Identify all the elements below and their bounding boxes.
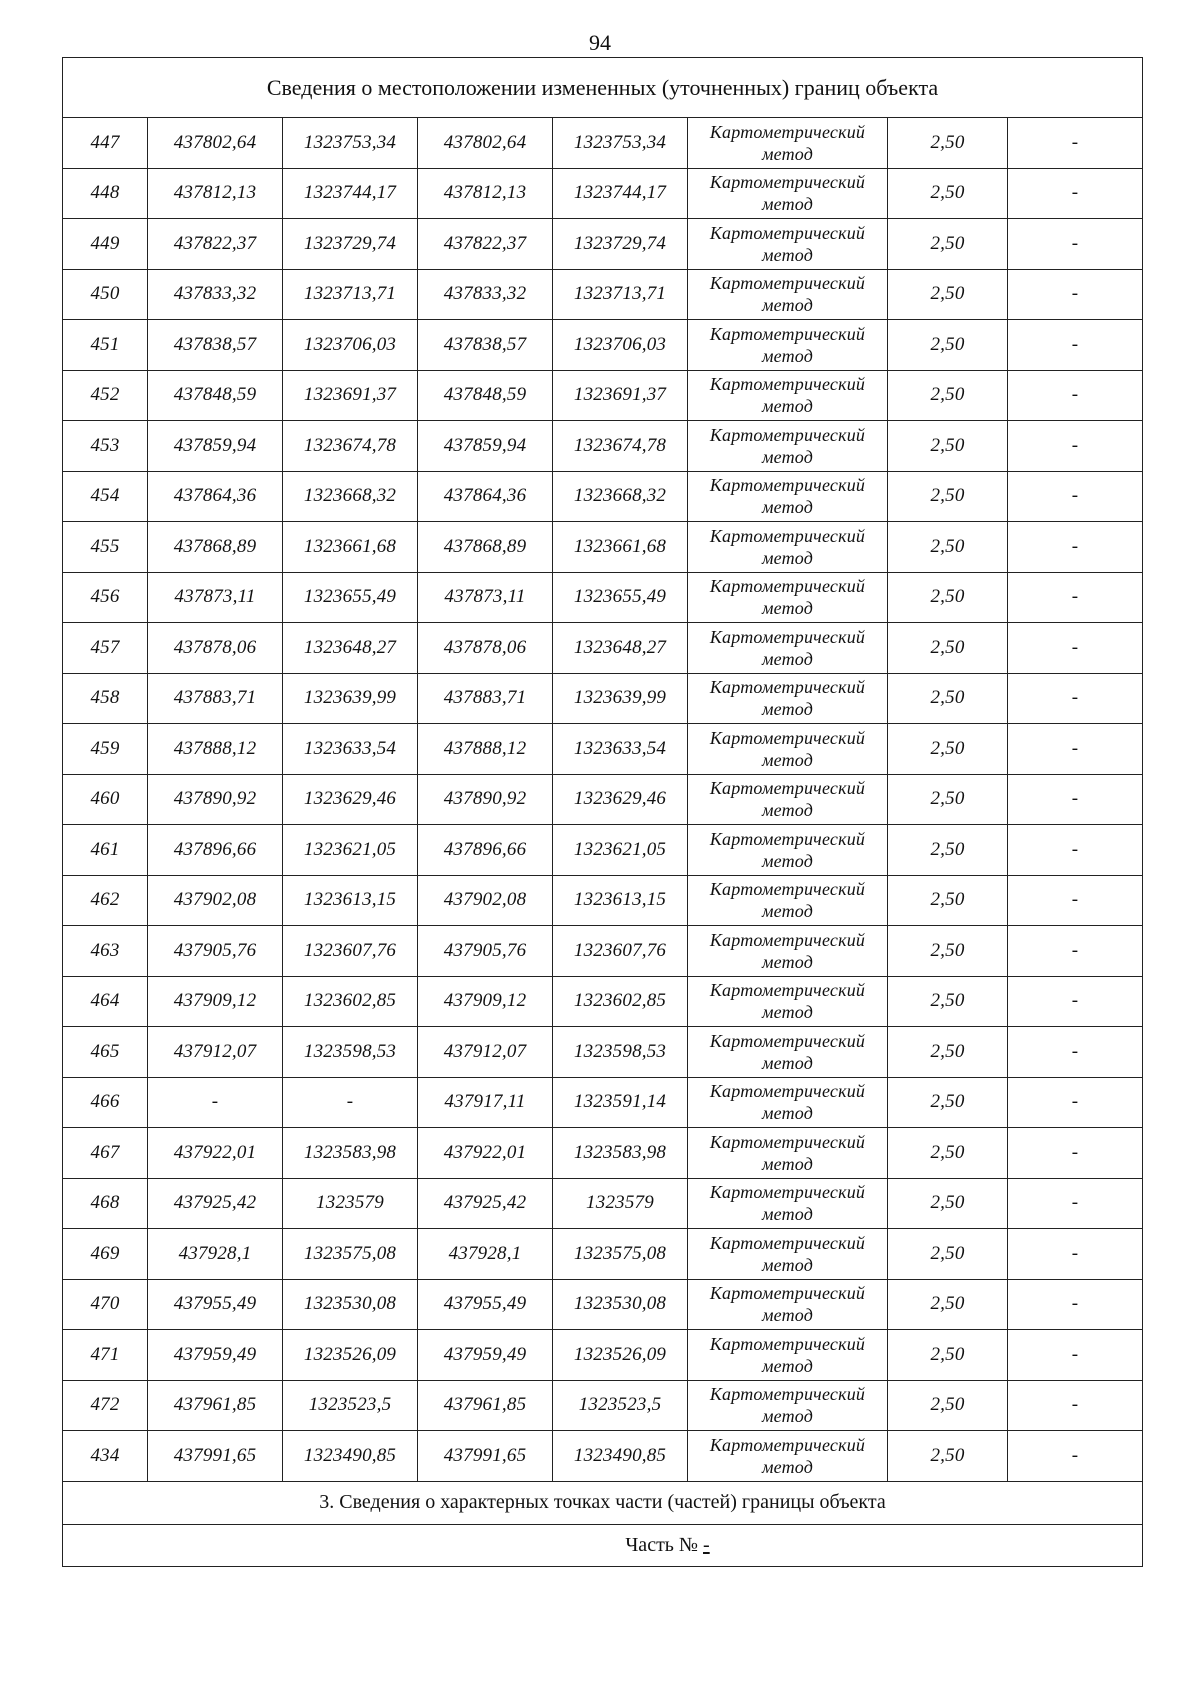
method-cell: Картометрический метод [688, 320, 888, 371]
method-cell: Картометрический метод [688, 1380, 888, 1431]
y-existing-cell: 1323661,68 [283, 522, 418, 573]
description-cell: - [1008, 623, 1143, 674]
table-row [63, 926, 1143, 977]
y-new-cell: 1323753,34 [553, 118, 688, 169]
x-existing-cell: 437961,85 [148, 1380, 283, 1431]
point-number-cell: 449 [63, 219, 148, 270]
method-cell: Картометрический метод [688, 421, 888, 472]
part-row [63, 1524, 1143, 1566]
point-number-cell: 464 [63, 976, 148, 1027]
x-existing-cell: 437909,12 [148, 976, 283, 1027]
method-cell: Картометрический метод [688, 168, 888, 219]
x-new-cell: 437864,36 [418, 471, 553, 522]
table-row [63, 370, 1143, 421]
x-existing-cell: 437955,49 [148, 1279, 283, 1330]
x-existing-cell: 437890,92 [148, 774, 283, 825]
y-new-cell: 1323713,71 [553, 269, 688, 320]
description-cell: - [1008, 1128, 1143, 1179]
x-existing-cell: 437802,64 [148, 118, 283, 169]
x-new-cell: 437912,07 [418, 1027, 553, 1078]
x-new-cell: 437902,08 [418, 875, 553, 926]
y-existing-cell: 1323523,5 [283, 1380, 418, 1431]
y-new-cell: 1323629,46 [553, 774, 688, 825]
description-cell: - [1008, 976, 1143, 1027]
method-cell: Картометрический метод [688, 219, 888, 270]
method-cell: Картометрический метод [688, 522, 888, 573]
method-cell: Картометрический метод [688, 269, 888, 320]
y-existing-cell: 1323490,85 [283, 1431, 418, 1482]
y-existing-cell: 1323706,03 [283, 320, 418, 371]
accuracy-cell: 2,50 [888, 522, 1008, 573]
y-existing-cell: 1323607,76 [283, 926, 418, 977]
x-new-cell: 437848,59 [418, 370, 553, 421]
accuracy-cell: 2,50 [888, 1380, 1008, 1431]
x-existing-cell: 437873,11 [148, 572, 283, 623]
x-existing-cell: 437883,71 [148, 673, 283, 724]
method-cell: Картометрический метод [688, 1431, 888, 1482]
y-existing-cell: 1323744,17 [283, 168, 418, 219]
point-number-cell: 462 [63, 875, 148, 926]
point-number-cell: 463 [63, 926, 148, 977]
point-number-cell: 447 [63, 118, 148, 169]
y-new-cell: 1323661,68 [553, 522, 688, 573]
x-new-cell: 437961,85 [418, 1380, 553, 1431]
description-cell: - [1008, 1279, 1143, 1330]
accuracy-cell: 2,50 [888, 168, 1008, 219]
y-new-cell: 1323744,17 [553, 168, 688, 219]
method-cell: Картометрический метод [688, 724, 888, 775]
x-existing-cell: 437912,07 [148, 1027, 283, 1078]
y-new-cell: 1323613,15 [553, 875, 688, 926]
table-row [63, 774, 1143, 825]
description-cell: - [1008, 1330, 1143, 1381]
y-new-cell: 1323591,14 [553, 1077, 688, 1128]
table-row [63, 1431, 1143, 1482]
accuracy-cell: 2,50 [888, 1279, 1008, 1330]
x-new-cell: 437917,11 [418, 1077, 553, 1128]
x-new-cell: 437838,57 [418, 320, 553, 371]
y-new-cell: 1323490,85 [553, 1431, 688, 1482]
description-cell: - [1008, 673, 1143, 724]
x-new-cell: 437878,06 [418, 623, 553, 674]
x-existing-cell: 437896,66 [148, 825, 283, 876]
description-cell: - [1008, 875, 1143, 926]
point-number-cell: 451 [63, 320, 148, 371]
description-cell: - [1008, 572, 1143, 623]
table-row [63, 875, 1143, 926]
x-new-cell: 437955,49 [418, 1279, 553, 1330]
y-new-cell: 1323583,98 [553, 1128, 688, 1179]
x-existing-cell: - [148, 1077, 283, 1128]
description-cell: - [1008, 1027, 1143, 1078]
accuracy-cell: 2,50 [888, 1128, 1008, 1179]
method-cell: Картометрический метод [688, 1229, 888, 1280]
y-new-cell: 1323602,85 [553, 976, 688, 1027]
table-row [63, 673, 1143, 724]
table-row [63, 1178, 1143, 1229]
accuracy-cell: 2,50 [888, 572, 1008, 623]
table-row [63, 421, 1143, 472]
y-existing-cell: 1323639,99 [283, 673, 418, 724]
point-number-cell: 456 [63, 572, 148, 623]
accuracy-cell: 2,50 [888, 370, 1008, 421]
method-cell: Картометрический метод [688, 825, 888, 876]
part-label: Часть № [625, 1533, 699, 1556]
table-header-row [63, 58, 1143, 118]
table-row [63, 471, 1143, 522]
description-cell: - [1008, 320, 1143, 371]
y-existing-cell: 1323691,37 [283, 370, 418, 421]
y-new-cell: 1323639,99 [553, 673, 688, 724]
point-number-cell: 465 [63, 1027, 148, 1078]
x-new-cell: 437959,49 [418, 1330, 553, 1381]
x-new-cell: 437812,13 [418, 168, 553, 219]
y-existing-cell: 1323629,46 [283, 774, 418, 825]
x-new-cell: 437883,71 [418, 673, 553, 724]
description-cell: - [1008, 118, 1143, 169]
description-cell: - [1008, 471, 1143, 522]
description-cell: - [1008, 168, 1143, 219]
x-new-cell: 437888,12 [418, 724, 553, 775]
table-row [63, 825, 1143, 876]
table-row [63, 572, 1143, 623]
accuracy-cell: 2,50 [888, 1027, 1008, 1078]
y-existing-cell: 1323633,54 [283, 724, 418, 775]
boundary-coordinates-table [62, 57, 1143, 1567]
description-cell: - [1008, 1431, 1143, 1482]
method-cell: Картометрический метод [688, 1330, 888, 1381]
accuracy-cell: 2,50 [888, 1229, 1008, 1280]
accuracy-cell: 2,50 [888, 774, 1008, 825]
point-number-cell: 459 [63, 724, 148, 775]
accuracy-cell: 2,50 [888, 976, 1008, 1027]
description-cell: - [1008, 370, 1143, 421]
table-row [63, 1077, 1143, 1128]
accuracy-cell: 2,50 [888, 421, 1008, 472]
y-existing-cell: 1323753,34 [283, 118, 418, 169]
x-new-cell: 437802,64 [418, 118, 553, 169]
x-existing-cell: 437959,49 [148, 1330, 283, 1381]
point-number-cell: 461 [63, 825, 148, 876]
method-cell: Картометрический метод [688, 572, 888, 623]
method-cell: Картометрический метод [688, 926, 888, 977]
accuracy-cell: 2,50 [888, 1330, 1008, 1381]
table-row [63, 1229, 1143, 1280]
y-new-cell: 1323575,08 [553, 1229, 688, 1280]
table-row [63, 1279, 1143, 1330]
description-cell: - [1008, 774, 1143, 825]
y-new-cell: 1323691,37 [553, 370, 688, 421]
y-new-cell: 1323729,74 [553, 219, 688, 270]
y-new-cell: 1323530,08 [553, 1279, 688, 1330]
description-cell: - [1008, 1229, 1143, 1280]
point-number-cell: 460 [63, 774, 148, 825]
description-cell: - [1008, 926, 1143, 977]
x-new-cell: 437890,92 [418, 774, 553, 825]
accuracy-cell: 2,50 [888, 471, 1008, 522]
y-existing-cell: 1323602,85 [283, 976, 418, 1027]
point-number-cell: 471 [63, 1330, 148, 1381]
y-existing-cell: 1323530,08 [283, 1279, 418, 1330]
table-row [63, 522, 1143, 573]
accuracy-cell: 2,50 [888, 118, 1008, 169]
x-new-cell: 437896,66 [418, 825, 553, 876]
x-new-cell: 437909,12 [418, 976, 553, 1027]
x-new-cell: 437928,1 [418, 1229, 553, 1280]
description-cell: - [1008, 825, 1143, 876]
y-existing-cell: 1323713,71 [283, 269, 418, 320]
y-existing-cell: 1323526,09 [283, 1330, 418, 1381]
method-cell: Картометрический метод [688, 370, 888, 421]
x-new-cell: 437859,94 [418, 421, 553, 472]
y-new-cell: 1323674,78 [553, 421, 688, 472]
x-existing-cell: 437812,13 [148, 168, 283, 219]
table-row [63, 269, 1143, 320]
description-cell: - [1008, 1380, 1143, 1431]
y-existing-cell: 1323655,49 [283, 572, 418, 623]
accuracy-cell: 2,50 [888, 320, 1008, 371]
accuracy-cell: 2,50 [888, 1077, 1008, 1128]
table-row [63, 1380, 1143, 1431]
y-new-cell: 1323655,49 [553, 572, 688, 623]
table-row [63, 724, 1143, 775]
point-number-cell: 457 [63, 623, 148, 674]
y-new-cell: 1323648,27 [553, 623, 688, 674]
description-cell: - [1008, 421, 1143, 472]
x-existing-cell: 437822,37 [148, 219, 283, 270]
x-existing-cell: 437859,94 [148, 421, 283, 472]
x-existing-cell: 437928,1 [148, 1229, 283, 1280]
y-existing-cell: 1323598,53 [283, 1027, 418, 1078]
accuracy-cell: 2,50 [888, 1178, 1008, 1229]
x-existing-cell: 437925,42 [148, 1178, 283, 1229]
accuracy-cell: 2,50 [888, 875, 1008, 926]
method-cell: Картометрический метод [688, 673, 888, 724]
point-number-cell: 454 [63, 471, 148, 522]
table-row [63, 1027, 1143, 1078]
x-existing-cell: 437922,01 [148, 1128, 283, 1179]
y-existing-cell: 1323579 [283, 1178, 418, 1229]
y-new-cell: 1323523,5 [553, 1380, 688, 1431]
table-row [63, 976, 1143, 1027]
table-row [63, 1330, 1143, 1381]
part-value: - [703, 1533, 710, 1556]
point-number-cell: 472 [63, 1380, 148, 1431]
description-cell: - [1008, 1077, 1143, 1128]
point-number-cell: 453 [63, 421, 148, 472]
y-existing-cell: 1323668,32 [283, 471, 418, 522]
x-existing-cell: 437878,06 [148, 623, 283, 674]
description-cell: - [1008, 724, 1143, 775]
x-existing-cell: 437905,76 [148, 926, 283, 977]
accuracy-cell: 2,50 [888, 1431, 1008, 1482]
point-number-cell: 450 [63, 269, 148, 320]
x-new-cell: 437922,01 [418, 1128, 553, 1179]
y-new-cell: 1323579 [553, 1178, 688, 1229]
x-new-cell: 437925,42 [418, 1178, 553, 1229]
section-title-row [63, 1481, 1143, 1524]
method-cell: Картометрический метод [688, 1279, 888, 1330]
y-new-cell: 1323607,76 [553, 926, 688, 977]
x-existing-cell: 437848,59 [148, 370, 283, 421]
point-number-cell: 434 [63, 1431, 148, 1482]
description-cell: - [1008, 1178, 1143, 1229]
method-cell: Картометрический метод [688, 1128, 888, 1179]
table-row [63, 168, 1143, 219]
y-existing-cell: 1323674,78 [283, 421, 418, 472]
x-new-cell: 437905,76 [418, 926, 553, 977]
y-existing-cell: 1323613,15 [283, 875, 418, 926]
y-new-cell: 1323621,05 [553, 825, 688, 876]
y-existing-cell: 1323729,74 [283, 219, 418, 270]
x-existing-cell: 437902,08 [148, 875, 283, 926]
table-row [63, 1128, 1143, 1179]
part-cell [63, 1524, 1143, 1566]
point-number-cell: 466 [63, 1077, 148, 1128]
x-new-cell: 437833,32 [418, 269, 553, 320]
point-number-cell: 467 [63, 1128, 148, 1179]
accuracy-cell: 2,50 [888, 219, 1008, 270]
x-existing-cell: 437864,36 [148, 471, 283, 522]
table-row [63, 320, 1143, 371]
accuracy-cell: 2,50 [888, 269, 1008, 320]
y-existing-cell: 1323575,08 [283, 1229, 418, 1280]
method-cell: Картометрический метод [688, 623, 888, 674]
point-number-cell: 455 [63, 522, 148, 573]
table-row [63, 118, 1143, 169]
description-cell: - [1008, 269, 1143, 320]
page-number: 94 [589, 30, 611, 55]
point-number-cell: 452 [63, 370, 148, 421]
x-new-cell: 437873,11 [418, 572, 553, 623]
description-cell: - [1008, 522, 1143, 573]
method-cell: Картометрический метод [688, 774, 888, 825]
accuracy-cell: 2,50 [888, 926, 1008, 977]
description-cell: - [1008, 219, 1143, 270]
y-new-cell: 1323706,03 [553, 320, 688, 371]
y-new-cell: 1323668,32 [553, 471, 688, 522]
x-existing-cell: 437888,12 [148, 724, 283, 775]
x-new-cell: 437991,65 [418, 1431, 553, 1482]
method-cell: Картометрический метод [688, 1027, 888, 1078]
section-title: 3. Сведения о характерных точках части (частей) границы объекта [63, 1481, 1143, 1524]
method-cell: Картометрический метод [688, 1178, 888, 1229]
y-existing-cell: 1323621,05 [283, 825, 418, 876]
accuracy-cell: 2,50 [888, 673, 1008, 724]
y-new-cell: 1323598,53 [553, 1027, 688, 1078]
y-new-cell: 1323526,09 [553, 1330, 688, 1381]
table-row [63, 219, 1143, 270]
point-number-cell: 458 [63, 673, 148, 724]
y-existing-cell: 1323648,27 [283, 623, 418, 674]
accuracy-cell: 2,50 [888, 623, 1008, 674]
method-cell: Картометрический метод [688, 118, 888, 169]
point-number-cell: 469 [63, 1229, 148, 1280]
x-new-cell: 437868,89 [418, 522, 553, 573]
method-cell: Картометрический метод [688, 471, 888, 522]
x-existing-cell: 437838,57 [148, 320, 283, 371]
x-existing-cell: 437991,65 [148, 1431, 283, 1482]
method-cell: Картометрический метод [688, 1077, 888, 1128]
y-existing-cell: - [283, 1077, 418, 1128]
point-number-cell: 448 [63, 168, 148, 219]
point-number-cell: 468 [63, 1178, 148, 1229]
x-existing-cell: 437833,32 [148, 269, 283, 320]
accuracy-cell: 2,50 [888, 825, 1008, 876]
table-row [63, 623, 1143, 674]
y-existing-cell: 1323583,98 [283, 1128, 418, 1179]
y-new-cell: 1323633,54 [553, 724, 688, 775]
table-header: Сведения о местоположении измененных (уточненных) границ объекта [63, 58, 1143, 118]
accuracy-cell: 2,50 [888, 724, 1008, 775]
x-existing-cell: 437868,89 [148, 522, 283, 573]
point-number-cell: 470 [63, 1279, 148, 1330]
method-cell: Картометрический метод [688, 976, 888, 1027]
x-new-cell: 437822,37 [418, 219, 553, 270]
method-cell: Картометрический метод [688, 875, 888, 926]
